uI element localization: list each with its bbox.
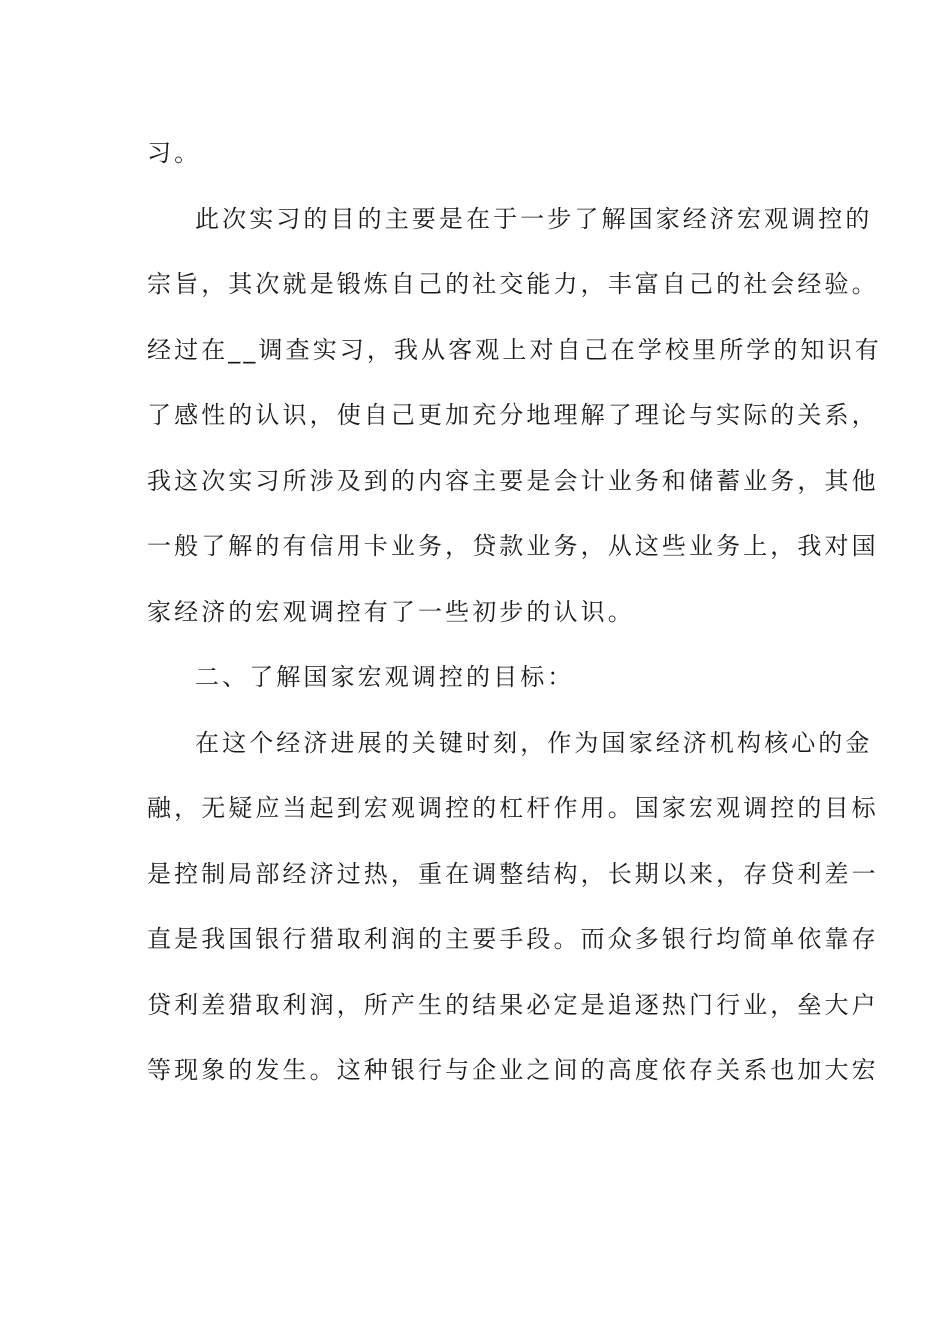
text-line: 一般了解的有信用卡业务，贷款业务，从这些业务上，我对国 — [147, 532, 879, 560]
text-line: 是控制局部经济过热，重在调整结构，长期以来，存贷利差一 — [147, 859, 879, 888]
text-line: 直是我国银行猎取利润的主要手段。而众多银行均简单依靠存 — [147, 925, 879, 953]
text-line: 经过在__调查实习，我从客观上对自己在学校里所学的知识有 — [147, 335, 882, 364]
text-line: 融，无疑应当起到宏观调控的杠杆作用。国家宏观调控的目标 — [147, 794, 879, 822]
text-line: 此次实习的目的主要是在于一步了解国家经济宏观调控的 — [195, 204, 873, 233]
text-line: 等现象的发生。这种银行与企业之间的高度依存关系也加大宏 — [147, 1056, 879, 1084]
document-body — [147, 128, 882, 1111]
text-line: 了感性的认识，使自己更加充分地理解了理论与实际的关系， — [147, 401, 879, 429]
text-line: 习。 — [147, 139, 202, 167]
text-line: 家经济的宏观调控有了一些初步的认识。 — [147, 597, 635, 626]
text-line: 宗旨，其次就是锻炼自己的社交能力，丰富自己的社会经验。 — [147, 270, 879, 298]
section-heading: 二、了解国家宏观调控的目标： — [195, 663, 575, 691]
text-line: 在这个经济进展的关键时刻，作为国家经济机构核心的金 — [195, 728, 873, 757]
text-line: 我这次实习所涉及到的内容主要是会计业务和储蓄业务，其他 — [147, 466, 879, 495]
text-line: 贷利差猎取利润，所产生的结果必定是追逐热门行业，垒大户 — [147, 990, 879, 1019]
